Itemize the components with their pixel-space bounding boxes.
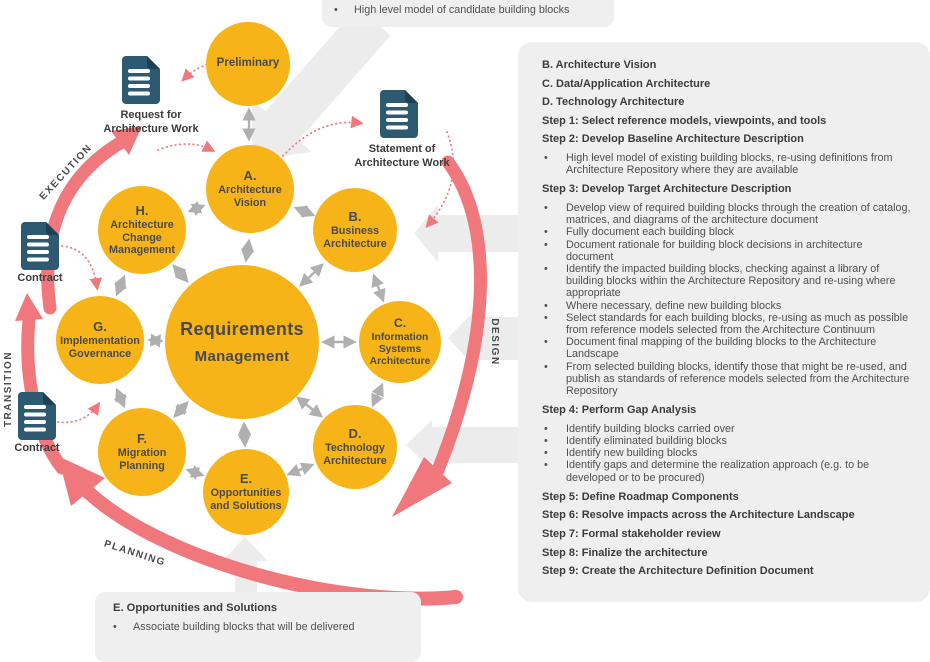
panel-bullet-item (542, 447, 912, 459)
phase-label-line: E. (239, 471, 253, 487)
panel-bullet-list (542, 202, 912, 397)
panel-heading: Step 2: Develop Baseline Architecture Description (542, 133, 804, 146)
bullet-glyph: • (544, 151, 548, 164)
panel-bullet-item (542, 459, 912, 483)
panel-heading: Step 9: Create the Architecture Definition Document (542, 565, 814, 578)
panel-heading: Step 3: Develop Target Architecture Description (542, 183, 792, 196)
document-label-saw (342, 143, 462, 171)
phase-label-line: Information (371, 331, 429, 343)
bullet-glyph: • (544, 226, 548, 239)
panel-bullet-item (542, 152, 912, 176)
bullet-glyph: • (113, 621, 117, 633)
document-label-contract2 (0, 442, 77, 456)
bullet-glyph: • (334, 4, 338, 16)
phase-label-line: H. (135, 203, 149, 219)
bullet-glyph: • (544, 422, 548, 435)
phase-detail-panel (518, 42, 930, 602)
phase-circle-D (313, 405, 397, 489)
document-icon-contract1 (19, 222, 59, 275)
bullet-glyph: • (544, 336, 548, 349)
phase-circle-B (313, 188, 397, 272)
phase-label-line: A. (243, 168, 257, 184)
panel-bullet-text: High level model of existing building blocks, re-using definitions from Architecture Repository where they are available (566, 151, 893, 177)
transition-arrowhead (15, 293, 43, 321)
panel-heading: Step 4: Perform Gap Analysis (542, 404, 697, 417)
phase-label-line: Governance (68, 348, 132, 360)
bullet-glyph: • (544, 435, 548, 448)
phase-label-line: Systems (378, 343, 422, 355)
phase-label-line: D. (348, 426, 362, 442)
bullet-glyph: • (544, 447, 548, 460)
panel-bullet-list (542, 152, 912, 176)
panel-bullet-item (542, 226, 912, 238)
panel-bullet-text: Where necessary, define new building blocks (566, 299, 782, 312)
phase-circle-prelim (206, 22, 290, 106)
phase-label-line: Change (122, 231, 162, 244)
document-icon-rfaw (120, 56, 160, 109)
document-label-line: Statement of (368, 143, 436, 155)
phase-label-line: Architecture (369, 355, 431, 367)
phase-label-line: Requirements (180, 318, 304, 339)
phase-label-line: Management (109, 244, 175, 257)
design-arc (438, 162, 481, 470)
phase-circle-G (56, 296, 144, 384)
bullet-glyph: • (544, 262, 548, 275)
phase-label-line: C. (393, 316, 407, 331)
phase-label-line: and Solutions (210, 500, 282, 512)
panel-bullet-text: Identify gaps and determine the realization approach (e.g. to be developed or to be procured) (566, 459, 870, 484)
callout-bubble-phase-a (322, 0, 614, 27)
panel-bullet-item (542, 312, 912, 336)
panel-bullet-text: Identify eliminated building blocks (566, 435, 727, 448)
phase-label-line: Implementation (60, 335, 140, 348)
document-label-line: Request for (120, 109, 182, 121)
bullet-glyph: • (544, 238, 548, 251)
bottom-bubble-text: Associate building blocks that will be delivered (133, 621, 355, 633)
transition-label: TRANSITION (3, 350, 14, 428)
top-bubble-text: High level model of candidate building blocks (354, 4, 570, 16)
phase-label-line: G. (93, 319, 107, 335)
document-icon-contract2 (16, 392, 56, 445)
phase-circle-C (359, 301, 441, 383)
panel-bullet-text: Fully document each building block (566, 226, 735, 239)
panel-heading: D. Technology Architecture (542, 96, 685, 109)
document-icon-saw (378, 90, 418, 143)
execution-label: EXECUTION (37, 142, 95, 203)
document-label-line: Architecture Work (354, 156, 450, 169)
panel-bullet-text: From selected building blocks, identify those that might be re-used, and publish as standards of reference models selected from the Architecture Repository (566, 360, 910, 398)
phase-label-line: Architecture (323, 238, 387, 250)
phase-label-line: Planning (119, 460, 165, 472)
panel-bullet-item (542, 202, 912, 226)
panel-heading: Step 6: Resolve impacts across the Architecture Landscape (542, 509, 855, 522)
bullet-glyph: • (544, 311, 548, 324)
bullet-glyph: • (544, 299, 548, 312)
bullet-glyph: • (544, 360, 548, 373)
bullet-glyph: • (544, 201, 548, 214)
phase-circle-RM (165, 265, 319, 419)
phase-circle-H (98, 186, 186, 274)
panel-bullet-text: Document rationale for building block decisions in architecture document (566, 238, 863, 263)
panel-heading: B. Architecture Vision (542, 59, 657, 71)
callout-bubble-phase-e (95, 592, 421, 662)
phase-label-line: B. (348, 209, 362, 225)
phase-label-line: F. (136, 431, 148, 447)
document-label-line: Contract (17, 272, 63, 284)
panel-heading: Step 1: Select reference models, viewpoints, and tools (542, 114, 827, 127)
phase-label-line: Architecture (218, 184, 282, 197)
planning-label: PLANNING (102, 538, 168, 569)
panel-bullet-text: Identify new building blocks (566, 447, 698, 460)
panel-bullet-text: Identify the impacted building blocks, checking against a library of building blocks within the Architecture Repository and re-using where appropriate (566, 262, 896, 300)
phase-label-line: Technology (325, 442, 385, 455)
document-label-rfaw (91, 109, 211, 137)
document-label-line: Architecture Work (103, 122, 199, 135)
phase-label-line: Migration (117, 447, 167, 460)
panel-heading: C. Data/Application Architecture (542, 77, 711, 90)
panel-heading: Step 5: Define Roadmap Components (542, 490, 739, 503)
panel-bullet-text: Select standards for each building blocks, re-using as much as possible from reference models selected from the Architecture Continuum (566, 311, 909, 336)
phase-label-line: Architecture (323, 455, 387, 467)
panel-bullet-list (542, 423, 912, 484)
phase-label-line: Preliminary (216, 57, 280, 70)
panel-bullet-text: Document final mapping of the building blocks to the Architecture Landscape (566, 336, 877, 361)
panel-bullet-item (542, 263, 912, 300)
phase-circle-E (203, 449, 289, 535)
panel-bullet-item (542, 423, 912, 435)
phase-label-line: Business (330, 225, 379, 238)
document-label-contract1 (0, 272, 80, 286)
phase-label-line: Vision (233, 197, 267, 209)
design-label: DESIGN (489, 318, 500, 366)
panel-heading: Step 7: Formal stakeholder review (542, 528, 721, 541)
phase-circle-F (98, 408, 186, 496)
phase-circle-A (206, 145, 294, 233)
phase-label-line: Architecture (110, 219, 174, 232)
panel-bullet-item (542, 435, 912, 447)
panel-heading: Step 8: Finalize the architecture (542, 546, 708, 559)
panel-bullet-item (542, 239, 912, 263)
panel-bullet-item (542, 336, 912, 360)
phase-label-line: Opportunities (210, 487, 282, 500)
panel-bullet-item (542, 361, 912, 398)
phase-label-line: Management (194, 347, 290, 365)
bottom-bubble-title: E. Opportunities and Solutions (113, 602, 278, 614)
panel-bullet-text: Develop view of required building blocks through the creation of catalog, matrices, and diagrams of the architecture document (566, 201, 911, 227)
panel-bullet-text: Identify building blocks carried over (566, 422, 735, 435)
bullet-glyph: • (544, 459, 548, 472)
document-label-line: Contract (14, 442, 60, 454)
panel-bullet-item (542, 300, 912, 312)
